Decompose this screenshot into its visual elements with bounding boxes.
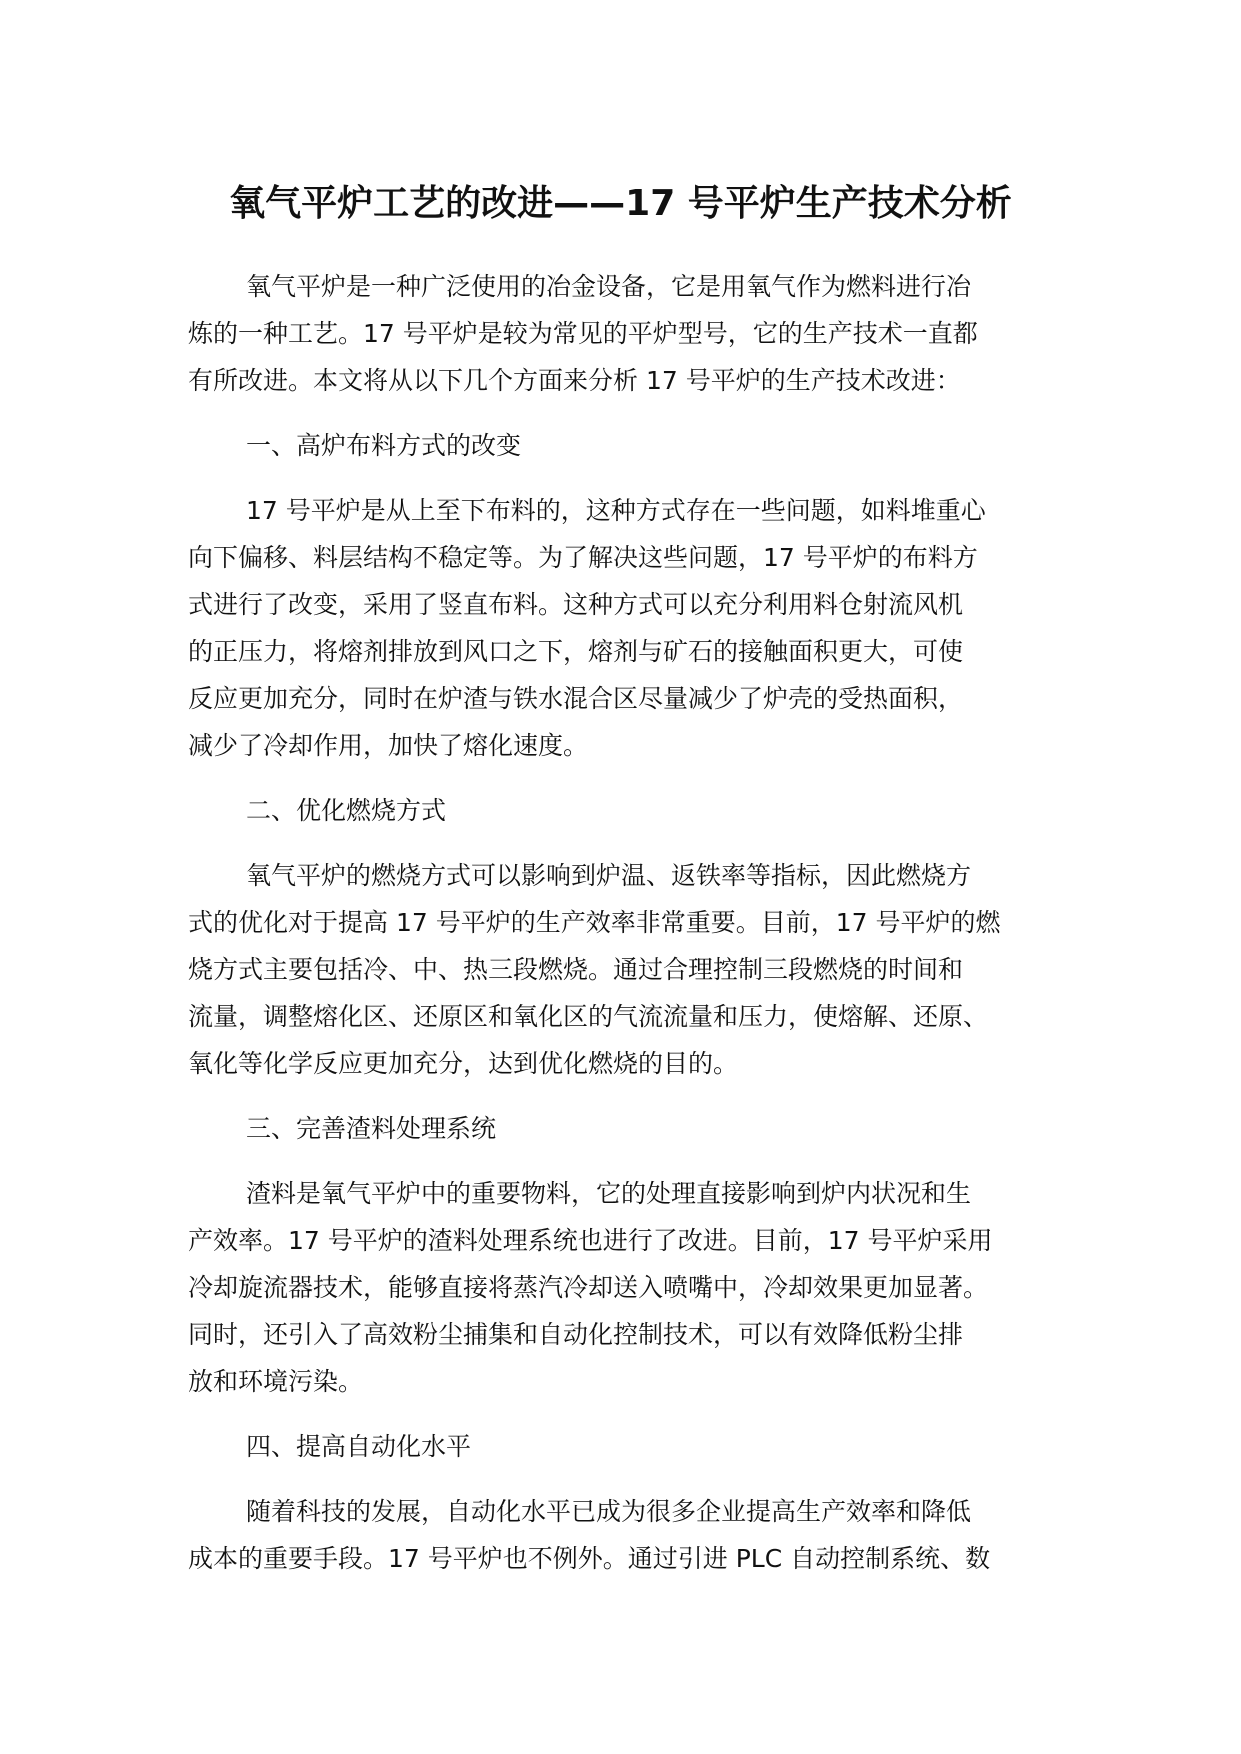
paragraph-line: 氧化等化学反应更加充分，达到优化燃烧的目的。 [188, 1049, 739, 1078]
document-title: 氧气平炉工艺的改进——17 号平炉生产技术分析 [229, 183, 1012, 224]
paragraph-line: 氧气平炉是一种广泛使用的冶金设备，它是用氧气作为燃料进行冶 [246, 272, 972, 301]
document-body [188, 263, 1068, 1582]
paragraph-line: 产效率。17 号平炉的渣料处理系统也进行了改进。目前，17 号平炉采用 [188, 1226, 993, 1255]
section-heading-3: 三、完善渣料处理系统 [246, 1114, 497, 1143]
section-paragraph-3 [188, 1170, 1068, 1405]
paragraph-line: 氧气平炉的燃烧方式可以影响到炉温、返铁率等指标，因此燃烧方 [246, 861, 972, 890]
paragraph-line: 反应更加充分，同时在炉渣与铁水混合区尽量减少了炉壳的受热面积， [188, 684, 964, 713]
paragraph-line: 随着科技的发展，自动化水平已成为很多企业提高生产效率和降低 [246, 1497, 972, 1526]
intro-paragraph [188, 263, 1068, 404]
paragraph-line: 流量，调整熔化区、还原区和氧化区的气流流量和压力，使熔解、还原、 [188, 1002, 989, 1031]
section-paragraph-4 [188, 1488, 1068, 1582]
paragraph-line: 17 号平炉是从上至下布料的，这种方式存在一些问题，如料堆重心 [246, 496, 986, 525]
paragraph-line: 成本的重要手段。17 号平炉也不例外。通过引进 PLC 自动控制系统、数 [188, 1544, 991, 1573]
section-heading-4: 四、提高自动化水平 [246, 1432, 472, 1461]
paragraph-line: 的正压力，将熔剂排放到风口之下，熔剂与矿石的接触面积更大，可使 [188, 637, 964, 666]
paragraph-line: 渣料是氧气平炉中的重要物料，它的处理直接影响到炉内状况和生 [246, 1179, 972, 1208]
paragraph-line: 式的优化对于提高 17 号平炉的生产效率非常重要。目前，17 号平炉的燃 [188, 908, 1001, 937]
paragraph-line: 放和环境污染。 [188, 1367, 364, 1396]
paragraph-line: 式进行了改变，采用了竖直布料。这种方式可以充分利用料仓射流风机 [188, 590, 964, 619]
section-paragraph-1 [188, 487, 1068, 769]
paragraph-line: 炼的一种工艺。17 号平炉是较为常见的平炉型号，它的生产技术一直都 [188, 319, 978, 348]
paragraph-line: 向下偏移、料层结构不稳定等。为了解决这些问题，17 号平炉的布料方 [188, 543, 978, 572]
paragraph-line: 同时，还引入了高效粉尘捕集和自动化控制技术，可以有效降低粉尘排 [188, 1320, 964, 1349]
paragraph-line: 减少了冷却作用，加快了熔化速度。 [188, 731, 589, 760]
section-heading-2: 二、优化燃烧方式 [246, 796, 447, 825]
section-heading-1: 一、高炉布料方式的改变 [246, 431, 522, 460]
paragraph-line: 烧方式主要包括冷、中、热三段燃烧。通过合理控制三段燃烧的时间和 [188, 955, 964, 984]
section-paragraph-2 [188, 852, 1068, 1087]
paragraph-line: 有所改进。本文将从以下几个方面来分析 17 号平炉的生产技术改进： [188, 366, 961, 395]
paragraph-line: 冷却旋流器技术，能够直接将蒸汽冷却送入喷嘴中，冷却效果更加显著。 [188, 1273, 989, 1302]
